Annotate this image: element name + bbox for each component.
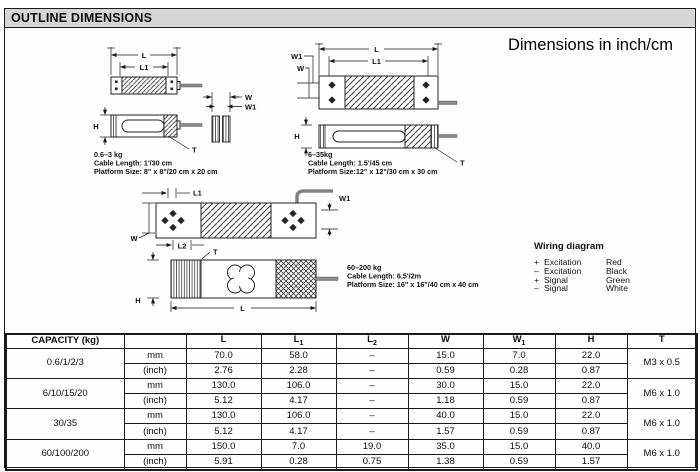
capacity-cell: 6/10/15/20 — [6, 378, 124, 408]
capacity-cell: 60/100/200 — [6, 439, 124, 469]
col-header-H: H — [555, 334, 627, 348]
dim-label-T: T — [192, 145, 197, 155]
value-cell: 7.0 — [261, 439, 336, 454]
unit-cell: mm — [124, 348, 186, 363]
unit-column-header — [124, 334, 186, 348]
table-row — [6, 348, 697, 363]
col-header-W1: $W_1$ — [483, 334, 555, 348]
thread-cell: M6 x 1.0 — [627, 378, 697, 408]
dim-label-L1: L1 — [372, 57, 381, 66]
caption-cable: Cable Length: 1'/30 cm — [94, 158, 172, 168]
table-row — [6, 378, 697, 393]
value-cell: 4.17 — [261, 394, 336, 409]
caption-platform: Platform Size:12" x 12"/30 cm x 30 cm — [308, 167, 438, 177]
thread-cell: M3 x 0.5 — [627, 348, 697, 378]
value-cell: 0.87 — [555, 424, 627, 439]
value-cell: 1.18 — [408, 394, 483, 409]
unit-cell: (inch) — [124, 454, 186, 469]
unit-cell: mm — [124, 409, 186, 424]
caption-range: 0.6–3 kg — [94, 150, 123, 159]
value-cell: 15.0 — [483, 378, 555, 393]
unit-cell: (inch) — [124, 394, 186, 409]
caption-platform: Platform Size: 8" x 8"/20 cm x 20 cm — [94, 167, 218, 177]
value-cell: 1.57 — [408, 424, 483, 439]
value-cell: 130.0 — [186, 378, 261, 393]
dim-label-H: H — [294, 132, 300, 141]
dim-label-W: W — [245, 93, 253, 102]
value-cell: – — [336, 348, 408, 363]
wire-name: Excitation — [544, 265, 582, 276]
table-header-row — [6, 334, 697, 348]
wire-color: Green — [606, 274, 630, 285]
value-cell: 30.0 — [408, 378, 483, 393]
caption-range: 60–200 kg — [347, 263, 382, 272]
wiring-diagram — [534, 241, 690, 293]
capacity-header: CAPACITY (kg) — [6, 334, 124, 348]
value-cell: 0.59 — [483, 394, 555, 409]
value-cell: 0.59 — [483, 454, 555, 469]
caption-range: 6–35kg — [308, 150, 333, 159]
wiring-title: Wiring diagram — [534, 241, 604, 252]
dim-label-L: L — [141, 51, 147, 60]
wire-name: Excitation — [544, 257, 582, 267]
value-cell: 22.0 — [555, 409, 627, 424]
col-header-L1: $L_1$ — [261, 334, 336, 348]
wiring-row — [534, 284, 690, 293]
page-title: OUTLINE DIMENSIONS — [11, 11, 153, 25]
value-cell: 5.12 — [186, 394, 261, 409]
value-cell: 0.28 — [483, 363, 555, 378]
section-header — [5, 9, 695, 28]
value-cell: 0.87 — [555, 363, 627, 378]
value-cell: – — [336, 378, 408, 393]
value-cell: 0.59 — [483, 424, 555, 439]
value-cell: 40.0 — [555, 439, 627, 454]
col-header-T: T — [627, 334, 697, 348]
value-cell: 4.17 — [261, 424, 336, 439]
drawing-small-loadcell — [93, 47, 256, 176]
thread-cell: M6 x 1.0 — [627, 439, 697, 469]
dim-label-W1: W1 — [245, 102, 257, 112]
wire-sign: + — [534, 274, 540, 285]
wire-color: Black — [606, 265, 628, 276]
unit-cell: (inch) — [124, 424, 186, 439]
value-cell: 130.0 — [186, 409, 261, 424]
value-cell: 5.12 — [186, 424, 261, 439]
wire-sign: – — [534, 265, 539, 276]
value-cell: 15.0 — [408, 348, 483, 363]
value-cell: – — [336, 409, 408, 424]
value-cell: 35.0 — [408, 439, 483, 454]
value-cell: 2.28 — [261, 363, 336, 378]
datasheet-page — [4, 8, 696, 468]
dim-label-H: H — [93, 122, 99, 131]
value-cell: 0.28 — [261, 454, 336, 469]
col-header-L: L — [186, 334, 261, 348]
wire-name: Signal — [544, 274, 568, 285]
dim-label-L: L — [240, 304, 245, 313]
dim-label-L: L — [374, 45, 379, 54]
value-cell: 0.87 — [555, 394, 627, 409]
table-row — [6, 409, 697, 424]
value-cell: – — [336, 363, 408, 378]
unit-cell: (inch) — [124, 363, 186, 378]
dim-label-L1: L1 — [139, 63, 149, 72]
value-cell: 19.0 — [336, 439, 408, 454]
value-cell: 15.0 — [483, 409, 555, 424]
caption-platform: Platform Size: 16" x 16"/40 cm x 40 cm — [347, 280, 479, 290]
value-cell: 70.0 — [186, 348, 261, 363]
unit-cell: mm — [124, 439, 186, 454]
value-cell: 22.0 — [555, 378, 627, 393]
col-header-L2: $L_2$ — [336, 334, 408, 348]
dim-label-T: T — [460, 158, 465, 168]
value-cell: 22.0 — [555, 348, 627, 363]
drawing-medium-loadcell — [291, 43, 465, 176]
value-cell: 2.76 — [186, 363, 261, 378]
dimensions-table — [5, 333, 698, 471]
wire-sign: – — [534, 283, 539, 294]
dim-label-W: W — [297, 64, 305, 73]
thread-cell: M6 x 1.0 — [627, 409, 697, 439]
value-cell: 15.0 — [483, 439, 555, 454]
value-cell: 40.0 — [408, 409, 483, 424]
value-cell: 0.59 — [408, 363, 483, 378]
dim-label-T: T — [213, 247, 218, 257]
col-header-W: W — [408, 334, 483, 348]
caption-cable: Cable Length: 6.5'/2m — [347, 271, 421, 281]
caption-cable: Cable Length: 1.5'/45 cm — [308, 158, 392, 168]
value-cell: 1.57 — [555, 454, 627, 469]
value-cell: 58.0 — [261, 348, 336, 363]
value-cell: 106.0 — [261, 409, 336, 424]
wire-name: Signal — [544, 283, 568, 294]
value-cell: 106.0 — [261, 378, 336, 393]
dim-label-H: H — [135, 296, 141, 305]
value-cell: 150.0 — [186, 439, 261, 454]
unit-cell: mm — [124, 378, 186, 393]
units-note: Dimensions in inch/cm — [507, 36, 673, 54]
dim-label-L1: L1 — [193, 188, 202, 198]
capacity-cell: 0.6/1/2/3 — [6, 348, 124, 378]
wire-sign: + — [534, 257, 540, 267]
dim-label-W1: W1 — [339, 194, 351, 203]
dim-label-W1: W1 — [291, 52, 303, 61]
value-cell: 7.0 — [483, 348, 555, 363]
table-row — [6, 439, 697, 454]
capacity-cell: 30/35 — [6, 409, 124, 439]
value-cell: – — [336, 424, 408, 439]
value-cell: 0.75 — [336, 454, 408, 469]
value-cell: 1.38 — [408, 454, 483, 469]
wire-color: Red — [606, 257, 622, 267]
drawing-large-loadcell — [130, 188, 478, 313]
dim-label-L2: L2 — [177, 241, 187, 251]
dim-label-W: W — [130, 234, 138, 243]
value-cell: 5.91 — [186, 454, 261, 469]
wire-color: White — [606, 283, 628, 294]
value-cell: – — [336, 394, 408, 409]
